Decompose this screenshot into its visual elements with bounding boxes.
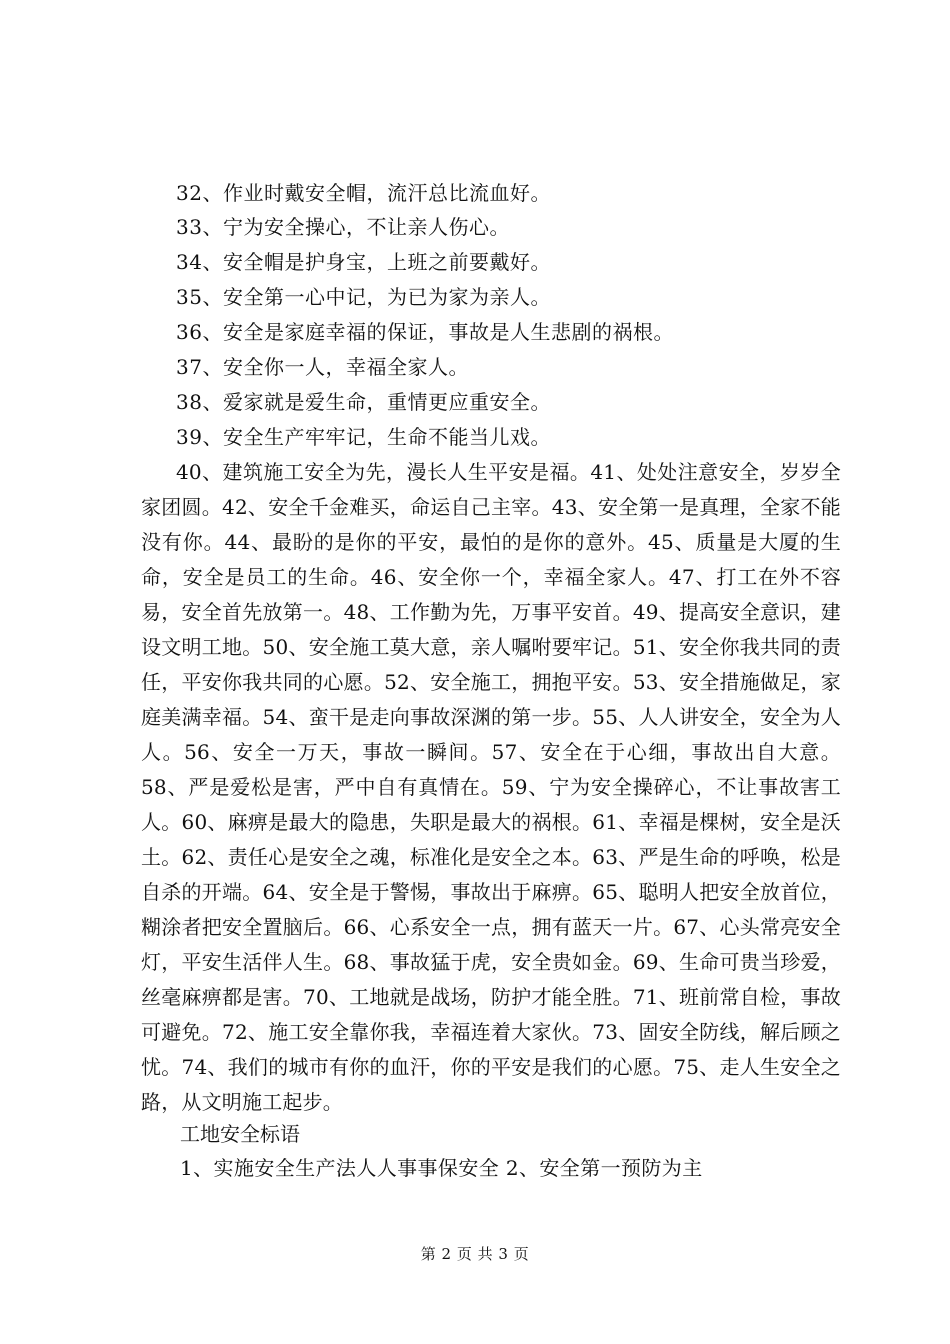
slogan-line-32: 32、作业时戴安全帽，流汗总比流血好。 [176, 181, 551, 205]
slogan-line-38: 38、爱家就是爱生命，重情更应重安全。 [176, 390, 551, 414]
slogan-paragraph: 40、建筑施工安全为先，漫长人生平安是福。41、处处注意安全，岁岁全家团圆。42、安全千金难买，命运自己主宰。43、安全第一是真理，全家不能没有你。44、最盼的是你的平安，最怕的是你的意外。45、质量是大厦的生命，安全是员工的生命。46、安全你一个，幸福全家人。47、打工在外不容易，安全首先放第一。48、工作勤为先，万事平安首。49、提高安全意识，建设文明工地。50、安全施工莫大意，亲人嘱咐要牢记。51、安全你我共同的责任，平安你我共同的心愿。52、安全施工，拥抱平安。53、安全措施做足，家庭美满幸福。54、蛮干是走向事故深渊的第一步。55、人人讲安全，安全为人人。56、安全一万天，事故一瞬间。57、安全在于心细，事故出自大意。58、严是爱松是害，严中自有真情在。59、宁为安全操碎心，不让事故害工人。60、麻痹是最大的隐患，失职是最大的祸根。61、幸福是棵树，安全是沃土。62、责任心是安全之魂，标准化是安全之本。63、严是生命的呼唤，松是自杀的开端。64、安全是于警惕，事故出于麻痹。65、聪明人把安全放首位，糊涂者把安全置脑后。66、心系安全一点，拥有蓝天一片。67、心头常亮安全灯，平安生活伴人生。68、事故猛于虎，安全贵如金。69、生命可贵当珍爱，丝毫麻痹都是害。70、工地就是战场，防护才能全胜。71、班前常自检，事故可避免。72、施工安全靠你我，幸福连着大家伙。73、固安全防线，解后顾之忧。74、我们的城市有你的血汗，你的平安是我们的心愿。75、走人生安全之路，从文明施工起步。 [141, 460, 841, 1114]
slogan-line-37: 37、安全你一人，幸福全家人。 [176, 355, 469, 379]
slogan-line-36: 36、安全是家庭幸福的保证，事故是人生悲剧的祸根。 [176, 320, 674, 344]
slogan-line-35: 35、安全第一心中记，为已为家为亲人。 [176, 285, 551, 309]
slogan-line-33: 33、宁为安全操心，不让亲人伤心。 [176, 215, 510, 239]
page-number-footer: 第 2 页 共 3 页 [420, 1245, 530, 1263]
slogan-line-39: 39、安全生产牢牢记，生命不能当儿戏。 [176, 425, 551, 449]
section-heading: 工地安全标语 [180, 1122, 300, 1146]
slogan-line-34: 34、安全帽是护身宝，上班之前要戴好。 [176, 250, 551, 274]
slogan-line-continued: 1、实施安全生产法人人事事保安全 2、安全第一预防为主 [180, 1156, 703, 1180]
